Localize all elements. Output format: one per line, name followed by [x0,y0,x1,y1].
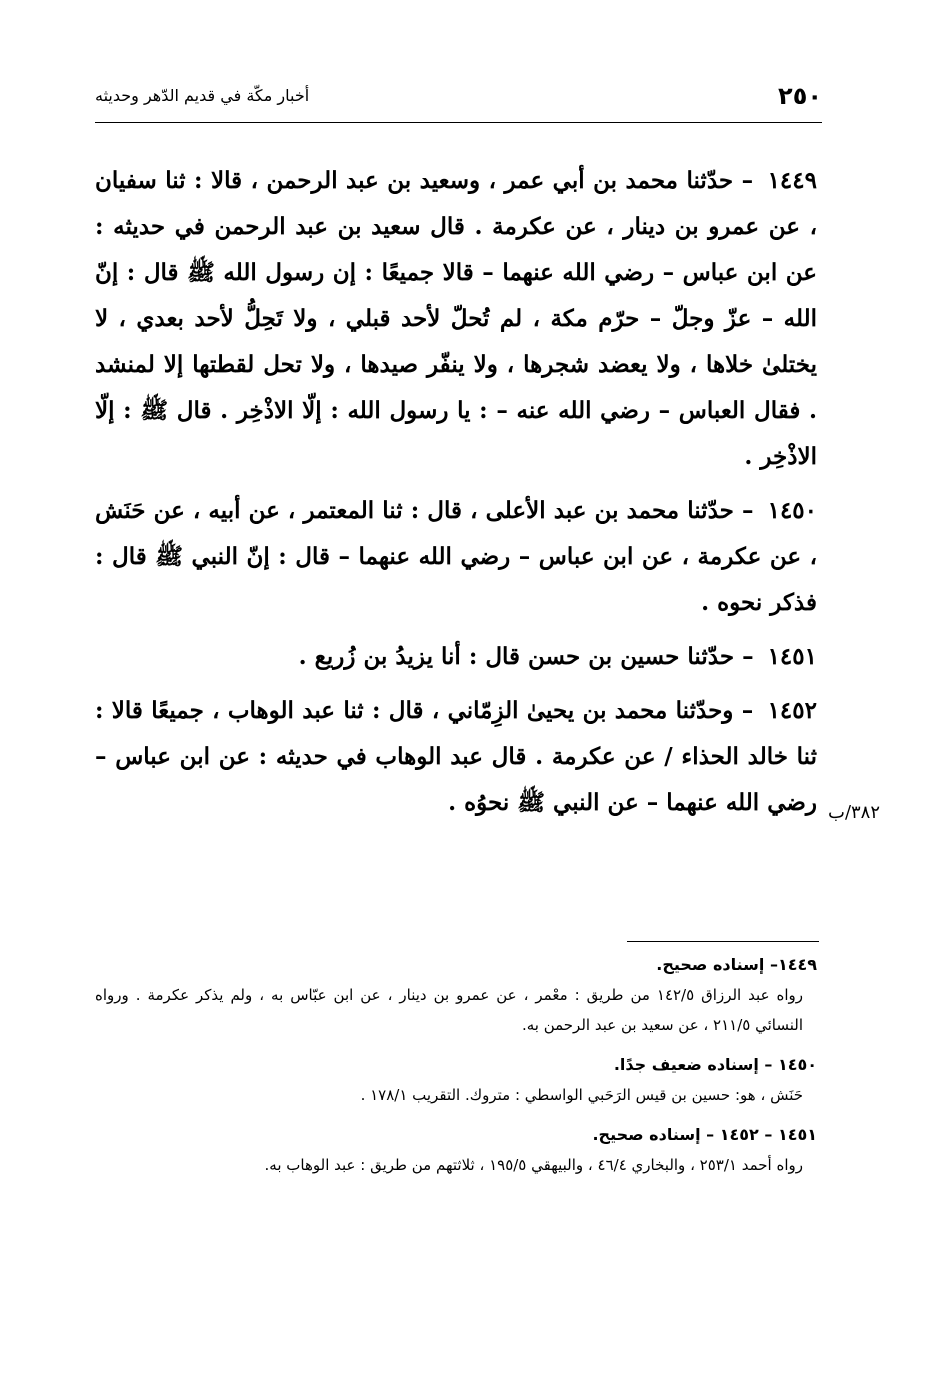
hadith-number: ١٤٥١ [767,643,817,670]
hadith-text: حدّثنا محمد بن عبد الأعلى ، قال : ثنا المعتمر ، عن أبيه ، عن حَنَش ، عن عكرمة ، عن ابن عباس – رضي الله عنهما – قال : إنّ النبي ﷺ قال : فذكر نحوه . [95,497,817,616]
hadith-number: ١٤٥٢ [767,697,817,724]
footnote-1451-1452 [95,1120,817,1180]
footnote-body: حَنَش ، هو: حسين بن قيس الرَحَبي الواسطي : متروك. التقريب ١٧٨/١ . [360,1086,803,1104]
footnote-body: رواه أحمد ٢٥٣/١ ، والبخاري ٤٦/٤ ، والبيهقي ١٩٥/٥ ، ثلاثتهم من طريق : عبد الوهاب به. [264,1156,803,1174]
hadith-text: حدّثنا حسين بن حسن قال : أنا يزيدُ بن زُريع . [298,643,735,670]
hadith-dash: – [742,643,754,670]
manuscript-folio-note: ٣٨٢/ب [828,802,881,823]
hadith-dash: – [741,697,754,724]
footnote-1449 [95,950,817,1040]
hadith-dash: – [741,497,754,524]
running-title: أخبار مكّة في قديم الدّهر وحديثه [95,86,310,105]
hadith-1452 [95,688,817,826]
footnote-heading: ١٤٤٩– إسناده صحيح. [656,955,817,974]
main-text [95,158,817,834]
footnote-heading: ١٤٥٠ – إسناده ضعيف جدًا. [613,1055,817,1074]
footnote-body: رواه عبد الرزاق ١٤٢/٥ من طريق : معْمر ، عن عمرو بن دينار ، عن ابن عبّاس به ، ولم يذكر عكرمة . ورواه النسائي ٢١١/٥ ، عن سعيد بن عبد الرحمن به. [95,986,804,1034]
hadith-1449 [95,158,817,480]
footnote-rule [627,941,819,942]
hadith-1450 [95,488,817,626]
footnote-heading: ١٤٥١ – ١٤٥٢ – إسناده صحيح. [592,1125,817,1144]
hadith-1451 [95,634,817,680]
hadith-text: وحدّثنا محمد بن يحيىٰ الزِمّاني ، قال : ثنا عبد الوهاب ، جميعًا قالا : ثنا خالد الحذاء / عن عكرمة . قال عبد الوهاب في حديثه : عن ابن عباس – رضي الله عنهما – عن النبي ﷺ نحوُه . [95,697,817,816]
hadith-text: حدّثنا محمد بن أبي عمر ، وسعيد بن عبد الرحمن ، قالا : ثنا سفيان ، عن عمرو بن دينار ، عن عكرمة . قال سعيد بن عبد الرحمن في حديثه : عن ابن عباس – رضي الله عنهما – قالا جميعًا : إن رسول الله ﷺ قال : إنّ الله – عزّ وجلّ – حرّم مكة ، لم تُحلّ لأحد قبلي ، ولا تَحِلُّ لأحد بعدي ، لا يختلىٰ خلاها ، ولا يعضد شجرها ، ولا ينفّر صيدها ، ولا تحل لقطتها إلا لمنشد . فقال العباس – رضي الله عنه – : يا رسول الله : إلّا الاذْخِر . قال ﷺ : إلّا الاذْخِر . [95,167,817,470]
page-header [95,82,822,116]
hadith-number: ١٤٥٠ [767,497,818,524]
footnote-1450 [95,1050,817,1110]
hadith-number: ١٤٤٩ [767,167,817,194]
hadith-dash: – [741,167,754,194]
header-rule [95,122,822,123]
footnotes [95,950,817,1190]
page-number: ٢٥٠ [778,82,822,110]
